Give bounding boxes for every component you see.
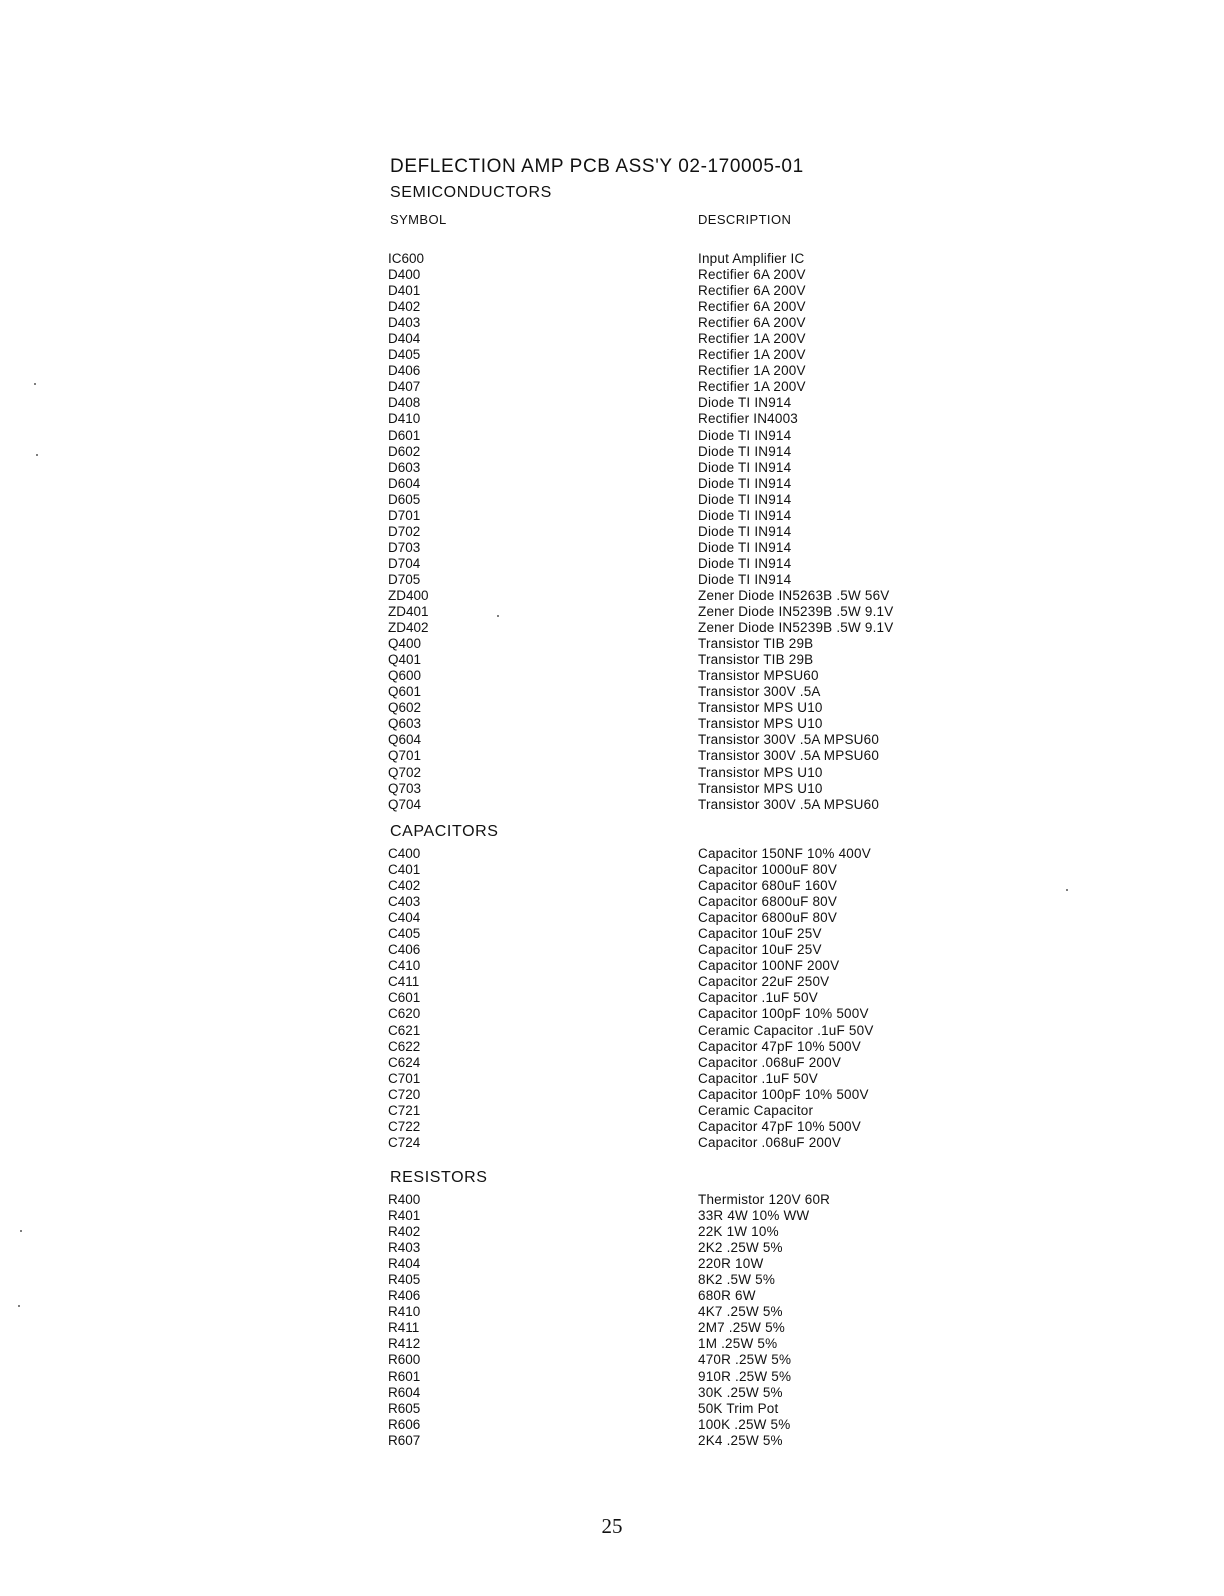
- part-description: 680R 6W: [698, 1288, 756, 1304]
- part-symbol: D703: [388, 539, 421, 555]
- resistors-heading: RESISTORS: [390, 1169, 488, 1186]
- part-symbol: Q704: [388, 796, 422, 812]
- part-row: [388, 1401, 948, 1417]
- part-row: [388, 1336, 948, 1352]
- part-description: Capacitor .1uF 50V: [698, 1070, 818, 1086]
- part-row: [388, 990, 948, 1006]
- part-description: Transistor 300V .5A MPSU60: [698, 796, 880, 812]
- part-row: [388, 1288, 948, 1304]
- part-symbol: D401: [388, 283, 421, 299]
- scan-speck: [1066, 889, 1068, 891]
- part-row: [388, 444, 948, 460]
- part-description: Diode TI IN914: [698, 443, 792, 459]
- part-description: Rectifier IN4003: [698, 411, 798, 427]
- part-description: 8K2 .5W 5%: [698, 1272, 776, 1288]
- part-description: 220R 10W: [698, 1256, 764, 1272]
- part-row: [388, 620, 948, 636]
- part-description: Rectifier 1A 200V: [698, 347, 806, 363]
- part-description: Transistor MPS U10: [698, 700, 823, 716]
- part-symbol: Q603: [388, 716, 422, 732]
- part-row: [388, 1039, 948, 1055]
- part-row: [388, 1224, 948, 1240]
- part-row: [388, 363, 948, 379]
- part-description: Transistor TIB 29B: [698, 636, 814, 652]
- part-row: [388, 460, 948, 476]
- part-row: [388, 1135, 948, 1151]
- part-description: 910R .25W 5%: [698, 1368, 792, 1384]
- part-symbol: C402: [388, 878, 421, 894]
- part-symbol: D403: [388, 315, 421, 331]
- part-symbol: R404: [388, 1256, 421, 1272]
- part-description: Transistor MPS U10: [698, 716, 823, 732]
- part-row: [388, 1256, 948, 1272]
- scan-speck: [20, 1230, 22, 1232]
- part-symbol: D406: [388, 363, 421, 379]
- part-description: Rectifier 6A 200V: [698, 267, 806, 283]
- part-row: [388, 1023, 948, 1039]
- part-row: [388, 556, 948, 572]
- part-row: [388, 974, 948, 990]
- part-symbol: D601: [388, 427, 421, 443]
- part-symbol: Q601: [388, 684, 422, 700]
- part-row: [388, 797, 948, 813]
- part-symbol: Q702: [388, 764, 422, 780]
- part-symbol: Q600: [388, 668, 422, 684]
- part-symbol: R600: [388, 1352, 421, 1368]
- part-symbol: C403: [388, 894, 421, 910]
- part-row: [388, 251, 948, 267]
- part-row: [388, 910, 948, 926]
- part-row: [388, 862, 948, 878]
- part-row: [388, 1192, 948, 1208]
- document-title: DEFLECTION AMP PCB ASS'Y 02-170005-01: [390, 156, 804, 177]
- capacitors-list: [388, 846, 948, 1151]
- part-symbol: R604: [388, 1384, 421, 1400]
- part-description: Capacitor .068uF 200V: [698, 1134, 842, 1150]
- part-row: [388, 781, 948, 797]
- part-description: 22K 1W 10%: [698, 1224, 779, 1240]
- part-symbol: C405: [388, 926, 421, 942]
- part-description: Capacitor 100pF 10% 500V: [698, 1006, 869, 1022]
- part-description: 50K Trim Pot: [698, 1400, 779, 1416]
- part-description: 2K2 .25W 5%: [698, 1240, 783, 1256]
- part-description: Diode TI IN914: [698, 507, 792, 523]
- part-description: Rectifier 6A 200V: [698, 315, 806, 331]
- part-description: Ceramic Capacitor .1uF 50V: [698, 1022, 874, 1038]
- part-symbol: C401: [388, 862, 421, 878]
- part-description: Diode TI IN914: [698, 523, 792, 539]
- part-row: [388, 668, 948, 684]
- part-symbol: D408: [388, 395, 421, 411]
- part-description: Rectifier 1A 200V: [698, 363, 806, 379]
- part-description: Transistor 300V .5A MPSU60: [698, 748, 880, 764]
- part-symbol: ZD400: [388, 587, 429, 603]
- part-symbol: Q401: [388, 652, 422, 668]
- part-symbol: D404: [388, 331, 421, 347]
- part-symbol: R410: [388, 1304, 421, 1320]
- part-description: Capacitor .1uF 50V: [698, 990, 818, 1006]
- part-row: [388, 315, 948, 331]
- part-row: [388, 1087, 948, 1103]
- part-symbol: C701: [388, 1070, 421, 1086]
- part-description: Diode TI IN914: [698, 427, 792, 443]
- part-symbol: R601: [388, 1368, 421, 1384]
- part-symbol: R605: [388, 1400, 421, 1416]
- part-row: [388, 684, 948, 700]
- part-row: [388, 428, 948, 444]
- semiconductors-heading: SEMICONDUCTORS: [390, 184, 552, 201]
- part-symbol: C400: [388, 846, 421, 861]
- part-description: Capacitor 6800uF 80V: [698, 910, 838, 926]
- part-symbol: R411: [388, 1320, 420, 1336]
- part-symbol: D602: [388, 443, 421, 459]
- part-description: Transistor TIB 29B: [698, 652, 814, 668]
- part-symbol: C620: [388, 1006, 421, 1022]
- part-description: Transistor MPS U10: [698, 780, 823, 796]
- part-symbol: R401: [388, 1208, 421, 1224]
- part-row: [388, 1272, 948, 1288]
- part-symbol: D405: [388, 347, 421, 363]
- part-row: [388, 492, 948, 508]
- part-row: [388, 1369, 948, 1385]
- part-symbol: D402: [388, 299, 421, 315]
- part-symbol: D705: [388, 571, 421, 587]
- part-row: [388, 700, 948, 716]
- part-description: Transistor 300V .5A MPSU60: [698, 732, 880, 748]
- part-row: [388, 347, 948, 363]
- part-symbol: R403: [388, 1240, 421, 1256]
- part-symbol: Q703: [388, 780, 422, 796]
- part-description: Capacitor 100NF 200V: [698, 958, 840, 974]
- part-symbol: R400: [388, 1192, 421, 1207]
- part-symbol: C724: [388, 1134, 421, 1150]
- part-row: [388, 331, 948, 347]
- part-row: [388, 508, 948, 524]
- part-symbol: R402: [388, 1224, 421, 1240]
- part-row: [388, 588, 948, 604]
- part-row: [388, 878, 948, 894]
- part-row: [388, 926, 948, 942]
- part-description: Capacitor 47pF 10% 500V: [698, 1038, 861, 1054]
- description-column-header: DESCRIPTION: [698, 212, 792, 227]
- part-row: [388, 1304, 948, 1320]
- part-row: [388, 524, 948, 540]
- part-description: Zener Diode IN5239B .5W 9.1V: [698, 604, 894, 620]
- part-description: Capacitor 680uF 160V: [698, 878, 838, 894]
- part-description: 4K7 .25W 5%: [698, 1304, 783, 1320]
- part-row: [388, 716, 948, 732]
- part-symbol: D605: [388, 491, 421, 507]
- part-row: [388, 732, 948, 748]
- part-row: [388, 379, 948, 395]
- part-symbol: Q604: [388, 732, 422, 748]
- part-row: [388, 267, 948, 283]
- part-symbol: C601: [388, 990, 421, 1006]
- scan-speck: [18, 1305, 20, 1307]
- part-description: Diode TI IN914: [698, 555, 792, 571]
- part-symbol: D603: [388, 459, 421, 475]
- part-description: Capacitor 100pF 10% 500V: [698, 1086, 869, 1102]
- part-row: [388, 572, 948, 588]
- part-row: [388, 604, 948, 620]
- part-description: Thermistor 120V 60R: [698, 1192, 831, 1207]
- part-symbol: Q400: [388, 636, 422, 652]
- part-symbol: D704: [388, 555, 421, 571]
- part-description: 1M .25W 5%: [698, 1336, 778, 1352]
- part-row: [388, 1006, 948, 1022]
- part-row: [388, 765, 948, 781]
- part-row: [388, 652, 948, 668]
- part-symbol: R405: [388, 1272, 421, 1288]
- part-row: [388, 942, 948, 958]
- part-symbol: C720: [388, 1086, 421, 1102]
- part-symbol: C621: [388, 1022, 421, 1038]
- part-row: [388, 1208, 948, 1224]
- part-symbol: D604: [388, 475, 421, 491]
- part-description: Zener Diode IN5263B .5W 56V: [698, 587, 890, 603]
- part-symbol: D410: [388, 411, 421, 427]
- part-symbol: C404: [388, 910, 421, 926]
- part-description: Diode TI IN914: [698, 491, 792, 507]
- part-description: 100K .25W 5%: [698, 1416, 791, 1432]
- part-description: Capacitor 10uF 25V: [698, 926, 822, 942]
- resistors-list: [388, 1192, 948, 1449]
- part-description: Transistor 300V .5A: [698, 684, 821, 700]
- part-description: Transistor MPSU60: [698, 668, 819, 684]
- part-description: Input Amplifier IC: [698, 251, 805, 266]
- part-symbol: D702: [388, 523, 421, 539]
- part-description: Transistor MPS U10: [698, 764, 823, 780]
- part-row: [388, 540, 948, 556]
- page-number: 25: [601, 1514, 623, 1538]
- part-row: [388, 1055, 948, 1071]
- part-symbol: C410: [388, 958, 421, 974]
- part-symbol: Q602: [388, 700, 422, 716]
- part-description: Diode TI IN914: [698, 459, 792, 475]
- part-symbol: C721: [388, 1102, 421, 1118]
- part-symbol: C622: [388, 1038, 421, 1054]
- part-symbol: D407: [388, 379, 421, 395]
- scan-speck: [36, 454, 38, 456]
- part-row: [388, 1320, 948, 1336]
- semiconductors-list: [388, 251, 948, 813]
- part-symbol: ZD401: [388, 604, 429, 620]
- part-symbol: D701: [388, 507, 421, 523]
- part-row: [388, 1385, 948, 1401]
- part-row: [388, 1417, 948, 1433]
- part-description: Rectifier 6A 200V: [698, 299, 806, 315]
- part-symbol: D400: [388, 267, 421, 283]
- part-symbol: C624: [388, 1054, 421, 1070]
- part-row: [388, 894, 948, 910]
- part-row: [388, 411, 948, 427]
- part-description: Capacitor 1000uF 80V: [698, 862, 838, 878]
- part-row: [388, 395, 948, 411]
- part-symbol: R606: [388, 1416, 421, 1432]
- part-row: [388, 1103, 948, 1119]
- symbol-column-header: SYMBOL: [390, 212, 447, 227]
- capacitors-heading: CAPACITORS: [390, 823, 499, 840]
- part-description: Rectifier 6A 200V: [698, 283, 806, 299]
- scan-speck: [497, 615, 499, 617]
- part-row: [388, 846, 948, 862]
- part-description: 33R 4W 10% WW: [698, 1208, 810, 1224]
- part-description: Capacitor 22uF 250V: [698, 974, 830, 990]
- part-symbol: R607: [388, 1432, 421, 1448]
- part-symbol: IC600: [388, 251, 425, 266]
- part-row: [388, 1240, 948, 1256]
- part-symbol: R406: [388, 1288, 421, 1304]
- part-description: Rectifier 1A 200V: [698, 379, 806, 395]
- part-description: Diode TI IN914: [698, 539, 792, 555]
- part-description: 2K4 .25W 5%: [698, 1432, 783, 1448]
- part-row: [388, 1071, 948, 1087]
- part-symbol: C411: [388, 974, 420, 990]
- part-symbol: ZD402: [388, 620, 429, 636]
- part-symbol: C722: [388, 1118, 421, 1134]
- part-row: [388, 1433, 948, 1449]
- part-description: Diode TI IN914: [698, 395, 792, 411]
- part-row: [388, 958, 948, 974]
- part-description: Capacitor 6800uF 80V: [698, 894, 838, 910]
- part-description: Zener Diode IN5239B .5W 9.1V: [698, 620, 894, 636]
- part-description: Capacitor .068uF 200V: [698, 1054, 842, 1070]
- part-symbol: C406: [388, 942, 421, 958]
- scan-speck: [34, 383, 36, 385]
- part-row: [388, 299, 948, 315]
- part-description: 30K .25W 5%: [698, 1384, 783, 1400]
- part-row: [388, 748, 948, 764]
- part-description: Capacitor 150NF 10% 400V: [698, 846, 871, 861]
- part-description: Rectifier 1A 200V: [698, 331, 806, 347]
- part-description: Diode TI IN914: [698, 571, 792, 587]
- part-row: [388, 1119, 948, 1135]
- part-description: 2M7 .25W 5%: [698, 1320, 785, 1336]
- part-symbol: R412: [388, 1336, 421, 1352]
- part-row: [388, 636, 948, 652]
- part-row: [388, 283, 948, 299]
- part-description: Capacitor 10uF 25V: [698, 942, 822, 958]
- part-description: 470R .25W 5%: [698, 1352, 792, 1368]
- part-description: Ceramic Capacitor: [698, 1102, 814, 1118]
- part-description: Capacitor 47pF 10% 500V: [698, 1118, 861, 1134]
- part-row: [388, 1352, 948, 1368]
- part-description: Diode TI IN914: [698, 475, 792, 491]
- part-row: [388, 476, 948, 492]
- part-symbol: Q701: [388, 748, 422, 764]
